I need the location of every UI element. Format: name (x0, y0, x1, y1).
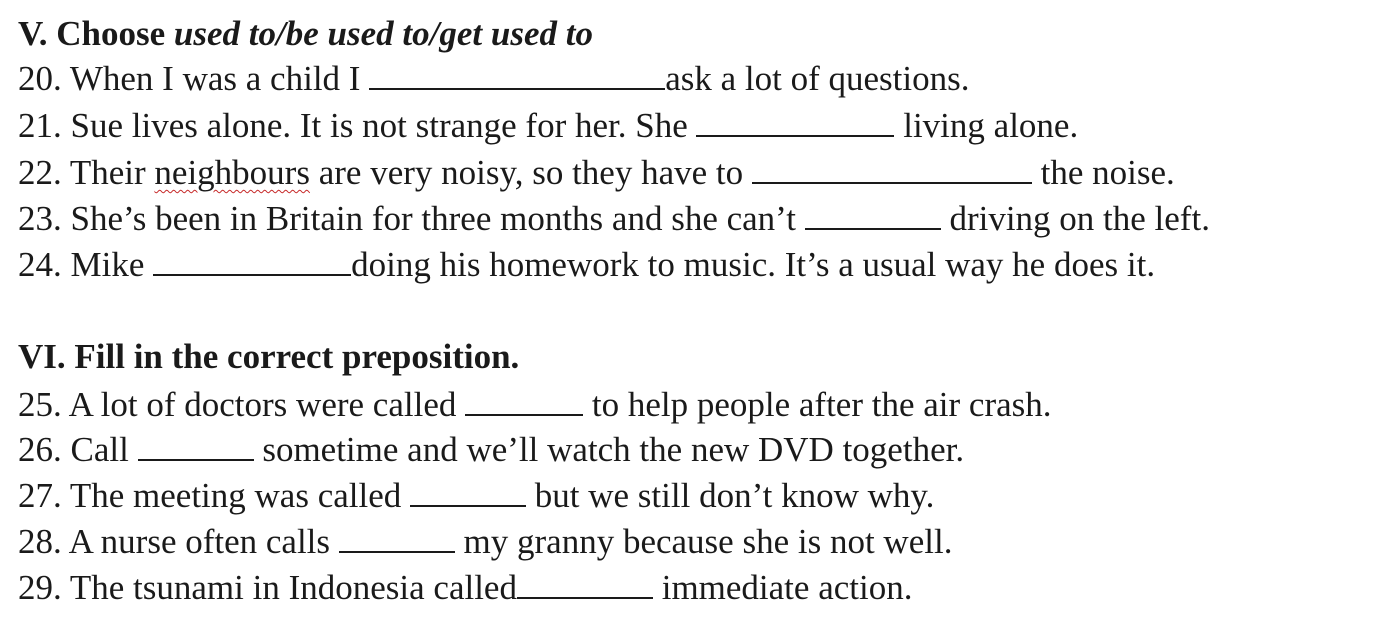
question-28-text-before: 28. A nurse often calls (18, 522, 339, 561)
question-20-text-before: 20. When I was a child I (18, 59, 370, 98)
question-23-text-before: 23. She’s been in Britain for three months and she can’t (18, 199, 805, 238)
question-20-text-after: ask a lot of questions. (665, 59, 970, 98)
question-29 (18, 566, 912, 610)
question-25 (18, 383, 1052, 427)
question-24 (18, 243, 1155, 287)
question-26-blank[interactable] (138, 429, 254, 461)
question-21-text-before: 21. Sue lives alone. It is not strange for her. She (18, 106, 697, 145)
question-28 (18, 520, 952, 564)
question-26-text-before: 26. Call (18, 430, 138, 469)
question-23 (18, 197, 1210, 241)
question-22-text-middle: are very noisy, so they have to (309, 153, 752, 192)
question-21-blank[interactable] (696, 105, 894, 137)
question-27-text-after: but we still don’t know why. (526, 476, 935, 515)
question-28-blank[interactable] (339, 521, 455, 553)
question-25-text-after: to help people after the air crash. (583, 385, 1052, 424)
question-22-text-after: the noise. (1031, 153, 1175, 192)
question-28-text-after: my granny because she is not well. (454, 522, 953, 561)
question-23-text-after: driving on the left. (940, 199, 1210, 238)
question-24-text-after: doing his homework to music. It’s a usual way he does it. (351, 245, 1156, 284)
question-22-blank[interactable] (752, 152, 1032, 184)
question-29-text-before: 29. The tsunami in Indonesia called (18, 568, 517, 607)
question-21 (18, 104, 1078, 148)
question-27 (18, 474, 934, 518)
question-25-blank[interactable] (465, 384, 583, 416)
question-29-blank[interactable] (517, 567, 653, 599)
question-26-text-after: sometime and we’ll watch the new DVD together. (253, 430, 965, 469)
question-22-text-before: 22. Their (18, 153, 155, 192)
section-5-heading (18, 12, 593, 56)
question-26 (18, 428, 964, 472)
question-24-blank[interactable] (153, 244, 351, 276)
question-21-text-after: living alone. (894, 106, 1079, 145)
question-20-blank[interactable] (369, 58, 665, 90)
question-22 (18, 151, 1175, 195)
question-25-text-before: 25. A lot of doctors were called (18, 385, 466, 424)
question-22-misspelled-word: neighbours (154, 153, 310, 192)
question-27-text-before: 27. The meeting was called (18, 476, 411, 515)
section-5-heading-prefix: V. Choose (18, 14, 174, 53)
section-5-heading-options: used to/be used to/get used to (173, 14, 593, 53)
question-27-blank[interactable] (410, 475, 526, 507)
section-6-heading: VI. Fill in the correct preposition. (18, 337, 520, 376)
question-24-text-before: 24. Mike (18, 245, 154, 284)
question-23-blank[interactable] (805, 198, 941, 230)
question-20 (18, 57, 969, 101)
question-29-text-after: immediate action. (652, 568, 913, 607)
